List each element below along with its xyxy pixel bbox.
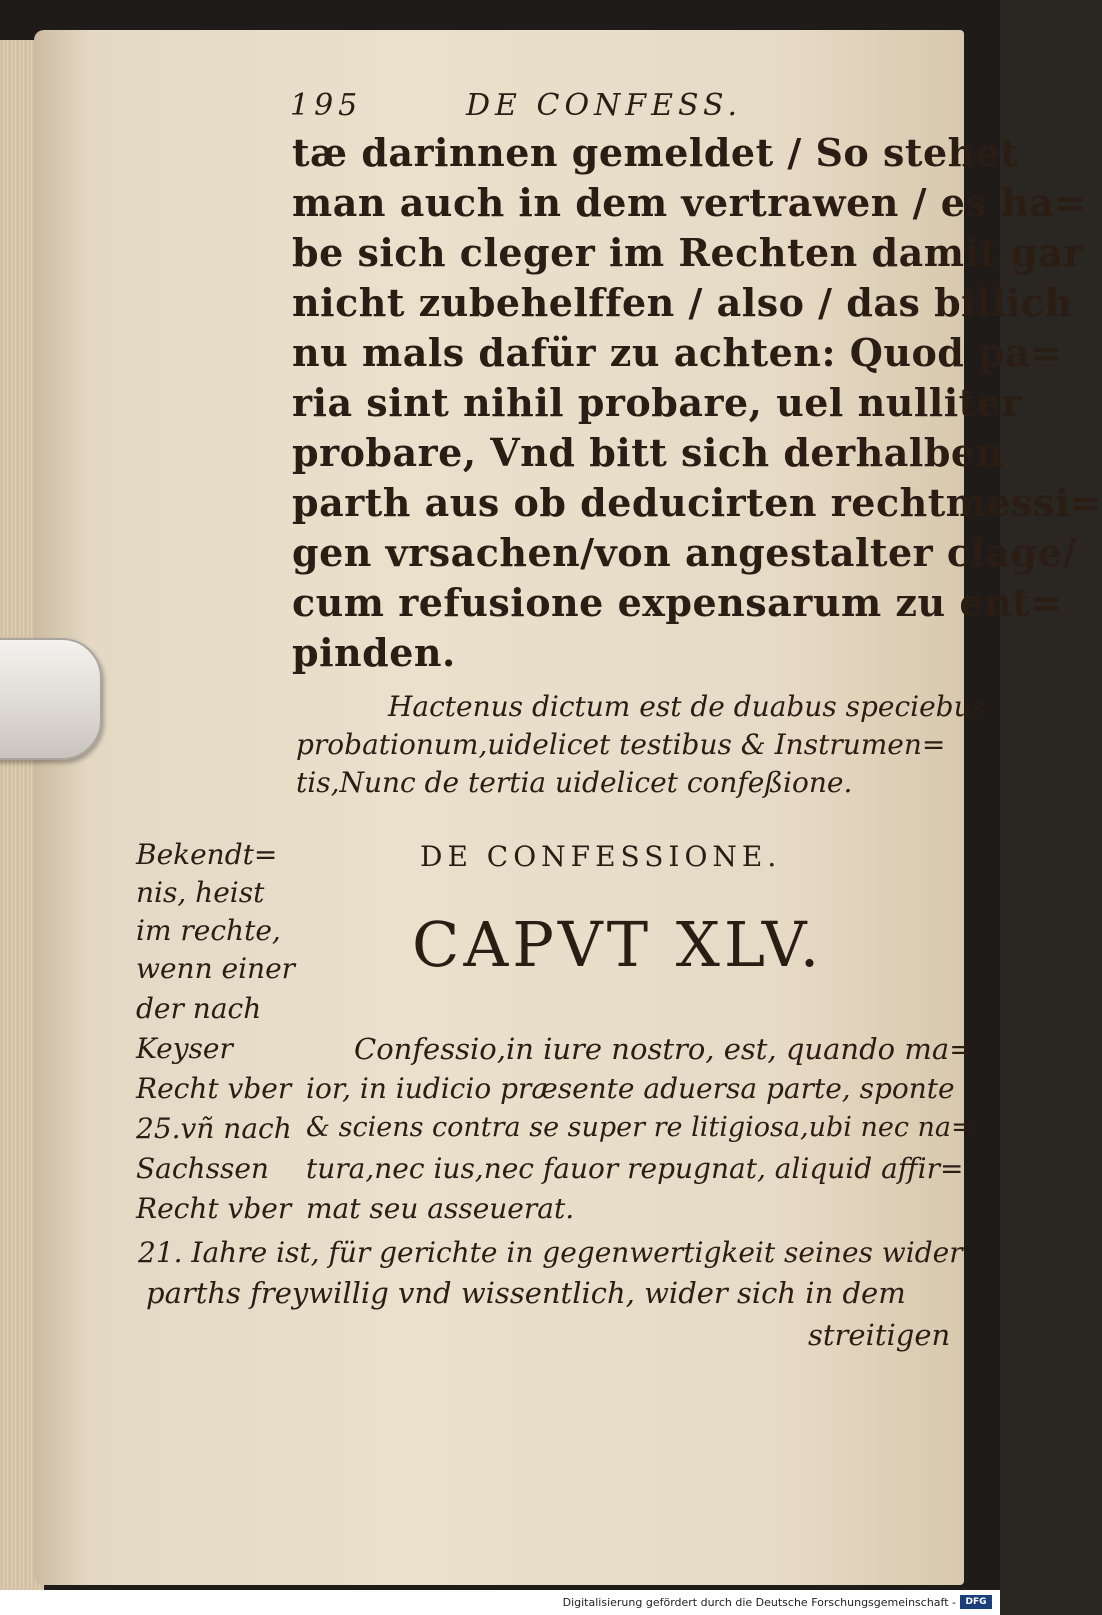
body-line: nu mals dafür zu achten: Quod pa= [292,330,1063,375]
definition-line: & sciens contra se super re litigiosa,ubi nec na= [306,1112,974,1143]
catchword: streitigen [808,1318,951,1352]
body-line: gen vrsachen/von angestalter clage/ [292,530,1077,575]
margin-note-line: Keyser [136,1032,233,1065]
body-line: probare, Vnd bitt sich derhalben [292,430,1004,475]
body-line: ria sint nihil probare, uel nulliter [292,380,1022,425]
page-clip [0,638,102,760]
summary-line: Hactenus dictum est de duabus speciebus [388,690,987,723]
dfg-logo: DFG [960,1595,992,1609]
margin-note-line: Recht vber [136,1072,292,1105]
running-title: DE CONFESS. [466,88,743,123]
body-line: parth aus ob deducirten rechtmessi= [292,480,1102,525]
section-heading: DE CONFESSIONE. [420,840,782,873]
body-line: be sich cleger im Rechten damit gar [292,230,1084,275]
body-line: nicht zubehelffen / also / das billich [292,280,1073,325]
definition-line: mat seu asseuerat. [306,1192,575,1225]
margin-note-line: der nach [136,992,262,1025]
margin-note-line: nis, heist [136,876,265,909]
german-line: 21. Iahre ist, für gerichte in gegenwertigkeit seines wider [138,1236,963,1269]
margin-note-line: wenn einer [136,952,296,985]
margin-note-line: 25.vñ nach [136,1112,292,1145]
footer-bar [0,1590,1000,1615]
footer-credit: Digitalisierung gefördert durch die Deutsche Forschungsgemeinschaft - [562,1596,956,1609]
definition-line: ior, in iudicio præsente aduersa parte, sponte [306,1072,955,1105]
summary-line: tis,Nunc de tertia uidelicet confeßione. [296,766,853,799]
body-line: pinden. [292,630,456,675]
chapter-title: CAPVT XLV. [412,908,824,981]
body-line: man auch in dem vertrawen / es ha= [292,180,1087,225]
margin-note-line: Bekendt= [136,838,278,871]
definition-line: Confessio,in iure nostro, est, quando ma= [354,1032,974,1066]
german-line: parths freywillig vnd wissentlich, wider sich in dem [146,1276,906,1310]
margin-note-line: Recht vber [136,1192,292,1225]
summary-line: probationum,uidelicet testibus & Instrumen= [296,728,946,761]
running-header [290,88,750,128]
definition-line: tura,nec ius,nec fauor repugnat, aliquid affir= [306,1152,964,1185]
margin-note-line: im rechte, [136,914,281,947]
body-line: tæ darinnen gemeldet / So stehet [292,130,1019,175]
body-line: cum refusione expensarum zu ent= [292,580,1063,625]
page-number: 195 [290,88,363,123]
margin-note-line: Sachssen [136,1152,269,1185]
